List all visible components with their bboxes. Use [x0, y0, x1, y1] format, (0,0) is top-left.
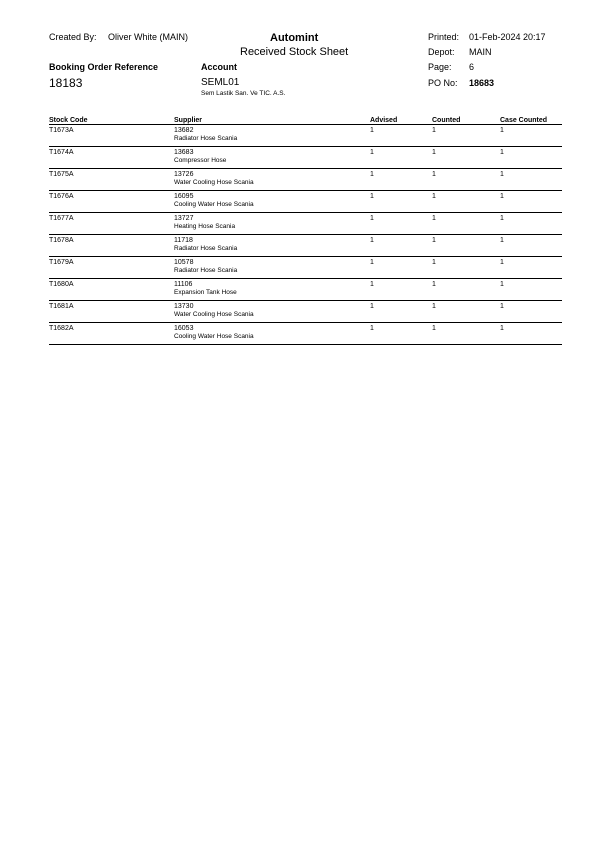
case-counted-cell: 1 [500, 147, 562, 169]
booking-label: Booking Order Reference [49, 62, 159, 72]
advised-cell: 1 [370, 301, 432, 323]
case-counted-cell: 1 [500, 323, 562, 345]
supplier-code: 16095 [174, 193, 194, 200]
stock-code-cell: T1680A [49, 279, 174, 301]
account-label: Account [201, 62, 237, 72]
created-by-label: Created By: [49, 32, 97, 42]
advised-cell: 1 [370, 191, 432, 213]
column-header-case-counted: Case Counted [500, 113, 562, 125]
stock-code-cell: T1676A [49, 191, 174, 213]
supplier-cell [174, 301, 370, 323]
account-code: SEML01 [201, 77, 240, 88]
supplier-description: Radiator Hose Scania [174, 267, 238, 274]
page-title: Received Stock Sheet [240, 46, 349, 58]
counted-cell: 1 [432, 323, 500, 345]
supplier-description: Compressor Hose [174, 157, 227, 164]
supplier-description: Water Cooling Hose Scania [174, 311, 254, 318]
counted-cell: 1 [432, 169, 500, 191]
supplier-cell [174, 213, 370, 235]
counted-cell: 1 [432, 301, 500, 323]
table-row [49, 169, 562, 191]
supplier-description: Radiator Hose Scania [174, 245, 238, 252]
account-name: Sem Lastik San. Ve TIC. A.S. [201, 90, 286, 97]
supplier-description: Cooling Water Hose Scania [174, 333, 254, 340]
advised-cell: 1 [370, 257, 432, 279]
supplier-cell [174, 191, 370, 213]
supplier-code: 11106 [174, 281, 193, 288]
supplier-code: 16053 [174, 325, 194, 332]
column-header-supplier: Supplier [174, 113, 370, 125]
counted-cell: 1 [432, 279, 500, 301]
stock-code-cell: T1678A [49, 235, 174, 257]
advised-cell: 1 [370, 279, 432, 301]
stock-code-cell: T1677A [49, 213, 174, 235]
page-label: Page: [428, 62, 452, 72]
advised-cell: 1 [370, 235, 432, 257]
po-label: PO No: [428, 78, 458, 88]
supplier-description: Water Cooling Hose Scania [174, 179, 254, 186]
stock-code-cell: T1675A [49, 169, 174, 191]
advised-cell: 1 [370, 125, 432, 147]
supplier-code: 13683 [174, 149, 194, 156]
supplier-code: 13682 [174, 127, 194, 134]
counted-cell: 1 [432, 191, 500, 213]
case-counted-cell: 1 [500, 191, 562, 213]
table-row [49, 257, 562, 279]
stock-code-cell: T1682A [49, 323, 174, 345]
case-counted-cell: 1 [500, 301, 562, 323]
supplier-cell [174, 323, 370, 345]
table-header-row [49, 113, 562, 125]
advised-cell: 1 [370, 147, 432, 169]
case-counted-cell: 1 [500, 235, 562, 257]
counted-cell: 1 [432, 235, 500, 257]
booking-value: 18183 [49, 76, 83, 90]
counted-cell: 1 [432, 257, 500, 279]
created-by-value: Oliver White (MAIN) [108, 32, 189, 42]
supplier-cell [174, 257, 370, 279]
advised-cell: 1 [370, 169, 432, 191]
advised-cell: 1 [370, 213, 432, 235]
table-row [49, 323, 562, 345]
supplier-code: 10578 [174, 259, 194, 266]
stock-code-cell: T1673A [49, 125, 174, 147]
stock-table [49, 113, 562, 345]
supplier-code: 13726 [174, 171, 194, 178]
supplier-description: Cooling Water Hose Scania [174, 201, 254, 208]
depot-value: MAIN [469, 47, 492, 57]
stock-code-cell: T1681A [49, 301, 174, 323]
table-row [49, 235, 562, 257]
supplier-description: Expansion Tank Hose [174, 289, 237, 296]
supplier-cell [174, 125, 370, 147]
supplier-cell [174, 279, 370, 301]
supplier-cell [174, 169, 370, 191]
case-counted-cell: 1 [500, 257, 562, 279]
case-counted-cell: 1 [500, 213, 562, 235]
column-header-stock-code: Stock Code [49, 113, 174, 125]
supplier-code: 13727 [174, 215, 194, 222]
counted-cell: 1 [432, 147, 500, 169]
counted-cell: 1 [432, 125, 500, 147]
po-number: 18683 [469, 78, 495, 88]
company-name: Automint [270, 32, 319, 44]
supplier-description: Heating Hose Scania [174, 223, 236, 230]
column-header-advised: Advised [370, 113, 432, 125]
stock-code-cell: T1674A [49, 147, 174, 169]
supplier-cell [174, 235, 370, 257]
table-row [49, 147, 562, 169]
stock-code-cell: T1679A [49, 257, 174, 279]
table-row [49, 301, 562, 323]
advised-cell: 1 [370, 323, 432, 345]
table-row [49, 213, 562, 235]
table-row [49, 125, 562, 147]
table-row [49, 279, 562, 301]
supplier-cell [174, 147, 370, 169]
table-row [49, 191, 562, 213]
case-counted-cell: 1 [500, 125, 562, 147]
supplier-code: 13730 [174, 303, 194, 310]
depot-label: Depot: [428, 47, 455, 57]
case-counted-cell: 1 [500, 169, 562, 191]
printed-value: 01-Feb-2024 20:17 [469, 32, 546, 42]
page-number: 6 [469, 62, 475, 72]
counted-cell: 1 [432, 213, 500, 235]
supplier-code: 11718 [174, 237, 193, 244]
printed-label: Printed: [428, 32, 460, 42]
column-header-counted: Counted [432, 113, 500, 125]
case-counted-cell: 1 [500, 279, 562, 301]
supplier-description: Radiator Hose Scania [174, 135, 238, 142]
